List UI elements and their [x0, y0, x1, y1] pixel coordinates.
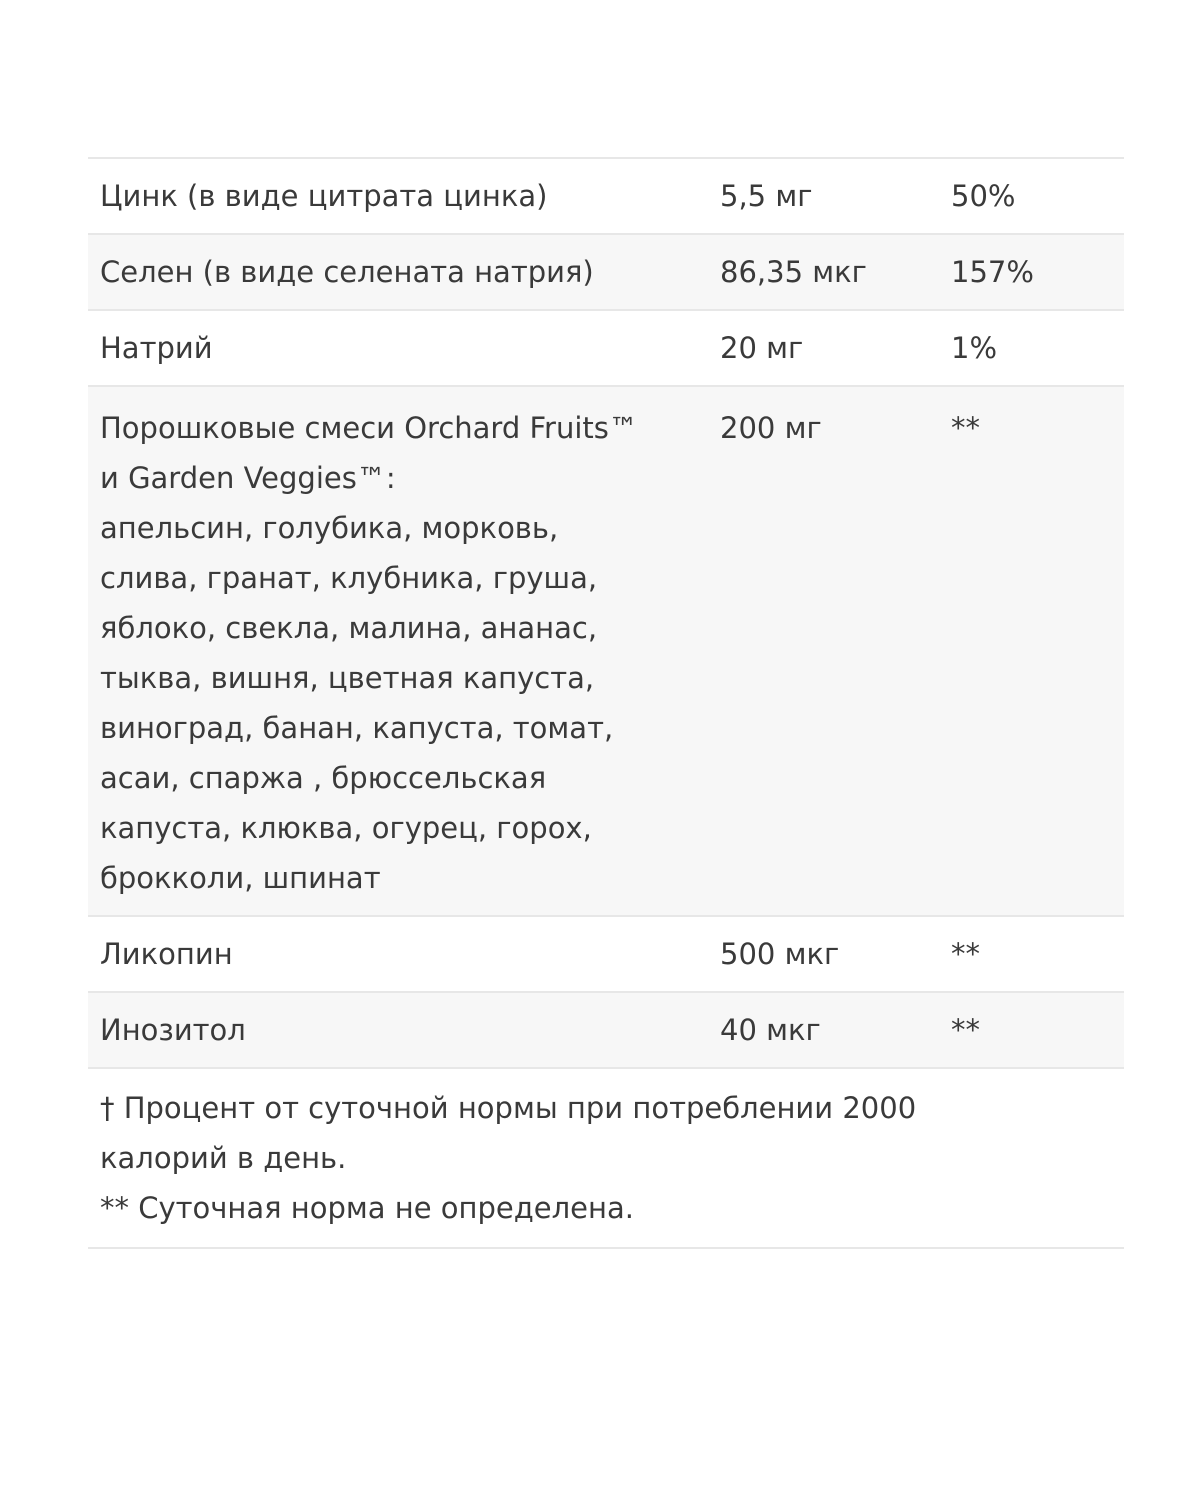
- daily-value: **: [951, 411, 980, 445]
- ingredient-name-line: слива, гранат, клубника, груша,: [100, 561, 598, 595]
- ingredient-name: [88, 403, 708, 903]
- ingredient-amount: 40 мкг: [720, 1013, 821, 1047]
- ingredient-name: Селен (в виде селената натрия): [100, 255, 594, 289]
- table-row: [88, 993, 1124, 1069]
- ingredient-name-line: апельсин, голубика, морковь,: [100, 511, 559, 545]
- ingredient-name-line: виноград, банан, капуста, томат,: [100, 711, 614, 745]
- ingredient-amount: 86,35 мкг: [720, 255, 867, 289]
- ingredient-name: Натрий: [100, 331, 213, 365]
- daily-value: 50%: [951, 179, 1016, 213]
- ingredient-amount: 5,5 мг: [720, 179, 813, 213]
- daily-value: **: [951, 937, 980, 971]
- ingredient-name-line: капуста, клюква, огурец, горох,: [100, 811, 592, 845]
- ingredient-name-line: асаи, спаржа , брюссельская: [100, 761, 547, 795]
- table-row: [88, 917, 1124, 993]
- table-row: [88, 311, 1124, 387]
- ingredient-name: Цинк (в виде цитрата цинка): [100, 179, 548, 213]
- ingredient-amount: 500 мкг: [720, 937, 840, 971]
- ingredient-amount: 20 мг: [720, 331, 804, 365]
- daily-value: 157%: [951, 255, 1034, 289]
- ingredient-name: Инозитол: [100, 1013, 246, 1047]
- footnote-daily-value: † Процент от суточной нормы при потреблении 2000: [100, 1091, 917, 1125]
- ingredient-name-line: и Garden Veggies™:: [100, 461, 396, 495]
- daily-value: 1%: [951, 331, 998, 365]
- supplement-facts-table: [88, 157, 1124, 1249]
- table-row: [88, 159, 1124, 235]
- ingredient-name: Ликопин: [100, 937, 233, 971]
- table-row: [88, 235, 1124, 311]
- footnotes: [88, 1069, 1124, 1249]
- ingredient-name-line: Порошковые смеси Orchard Fruits™: [100, 411, 638, 445]
- ingredient-name-line: брокколи, шпинат: [100, 861, 381, 895]
- footnote-not-established: ** Суточная норма не определена.: [100, 1191, 634, 1225]
- daily-value: **: [951, 1013, 980, 1047]
- ingredient-amount: 200 мг: [720, 411, 822, 445]
- ingredient-name-line: тыква, вишня, цветная капуста,: [100, 661, 595, 695]
- table-row: [88, 387, 1124, 917]
- ingredient-name-line: яблоко, свекла, малина, ананас,: [100, 611, 598, 645]
- footnote-daily-value-continued: калорий в день.: [100, 1141, 347, 1175]
